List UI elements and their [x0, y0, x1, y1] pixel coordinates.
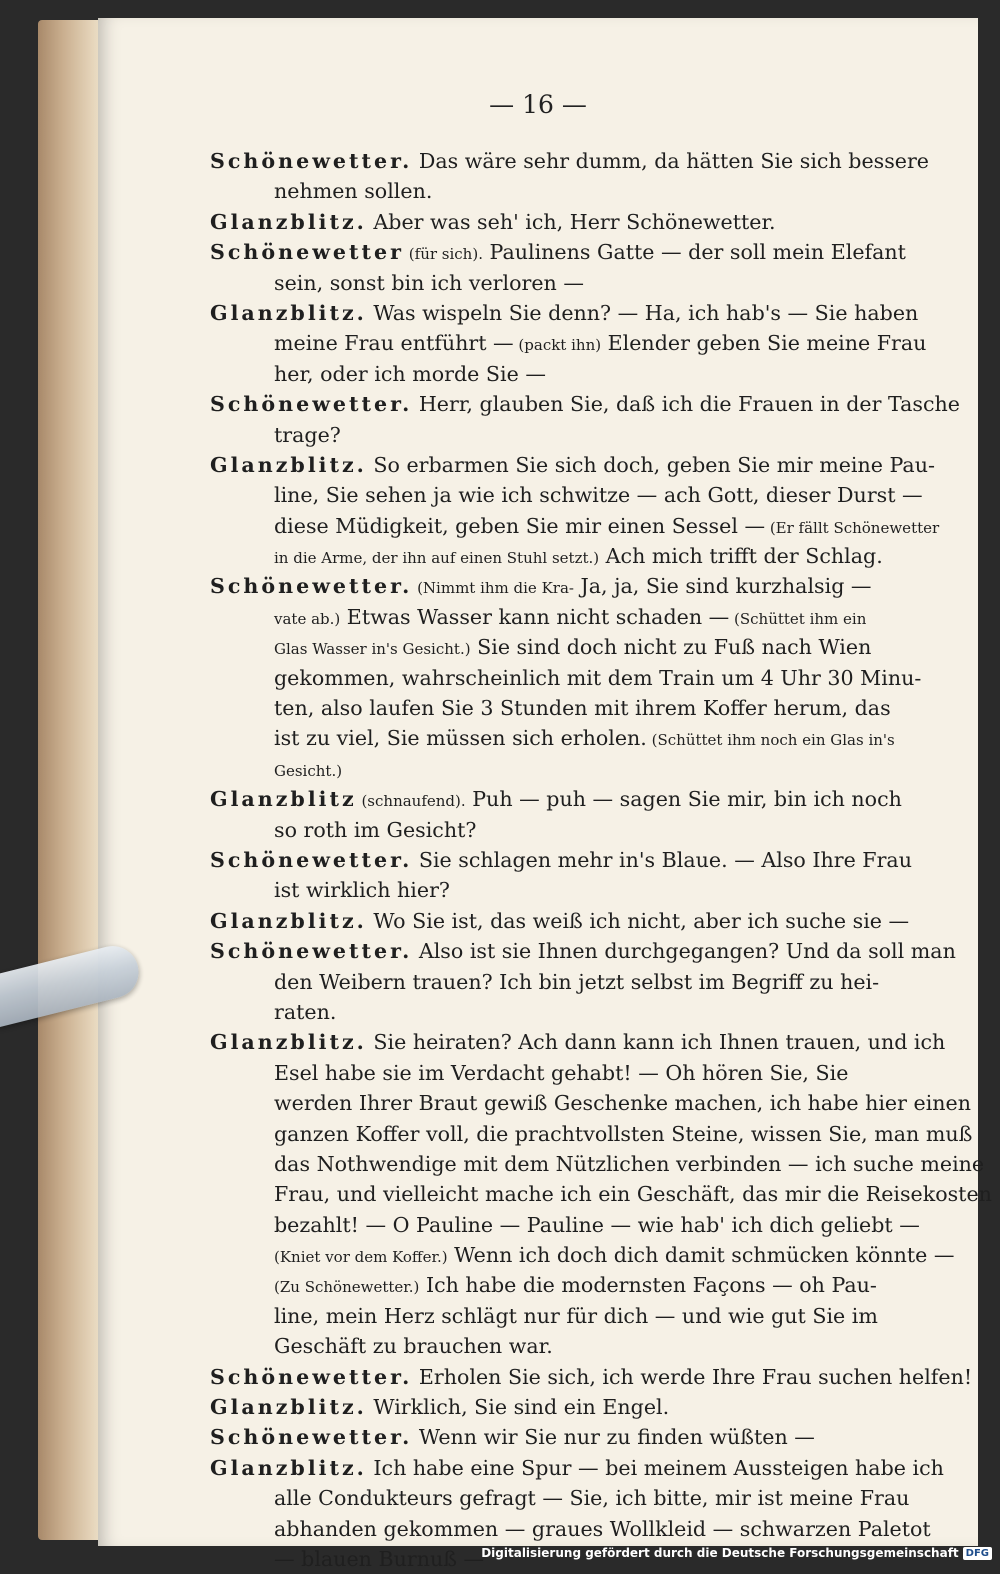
stage-direction: (Zu Schönewetter.) [274, 1278, 420, 1297]
dialogue-text: Ich habe die modernsten Façons — oh Pau- [419, 1273, 877, 1298]
speaker-name: Schönewetter. [210, 1425, 413, 1450]
stage-direction: (Kniet vor dem Koffer.) [274, 1248, 448, 1267]
speaker-name: Glanzblitz. [210, 1030, 367, 1055]
dialogue-text: Also ist sie Ihnen durchgegangen? Und da soll man [412, 939, 956, 964]
stage-direction: (Schüttet ihm noch ein Glas in's [646, 731, 895, 750]
dialogue-text: Wo Sie ist, das weiß ich nicht, aber ich suche sie — [366, 908, 910, 933]
text-line [210, 146, 1000, 176]
dialogue-text: So erbarmen Sie sich doch, geben Sie mir meine Pau- [366, 452, 935, 477]
text-line [210, 571, 1000, 601]
text-line [210, 632, 1000, 662]
dfg-logo-icon: DFG [963, 1547, 992, 1560]
stage-direction: (Nimmt ihm die Kra- [412, 579, 574, 598]
speaker-name: Glanzblitz [210, 787, 357, 812]
speaker-name: Glanzblitz. [210, 908, 367, 933]
text-line [210, 1088, 1000, 1118]
text-line [210, 784, 1000, 814]
text-line [210, 1210, 1000, 1240]
dialogue-text: abhanden gekommen — graues Wollkleid — schwarzen Paletot [274, 1516, 931, 1541]
dialogue-text: Sie schlagen mehr in's Blaue. — Also Ihre Frau [412, 847, 912, 872]
speaker-name: Glanzblitz. [210, 1455, 367, 1480]
text-line [210, 541, 1000, 571]
text-line [210, 359, 1000, 389]
dialogue-text: Frau, und vielleicht mache ich ein Geschäft, das mir die Reisekosten [274, 1182, 992, 1207]
dialogue-text: ist wirklich hier? [274, 878, 450, 903]
text-line [210, 663, 1000, 693]
dialogue-text: Sie sind doch nicht zu Fuß nach Wien [470, 635, 872, 660]
dialogue-text: den Weibern trauen? Ich bin jetzt selbst im Begriff zu hei- [274, 969, 880, 994]
dialogue-text: Aber was seh' ich, Herr Schönewetter. [366, 209, 776, 234]
text-line [210, 298, 1000, 328]
dialogue-text: bezahlt! — O Pauline — Pauline — wie hab' ich dich geliebt — [274, 1212, 920, 1237]
stage-direction: vate ab.) [274, 609, 341, 628]
text-line [210, 511, 1000, 541]
dialogue-text: Etwas Wasser kann nicht schaden — [340, 604, 730, 629]
text-line [210, 1331, 1000, 1361]
speaker-name: Schönewetter. [210, 847, 413, 872]
dialogue-text: raten. [274, 999, 337, 1024]
dialogue-text: Puh — puh — sagen Sie mir, bin ich noch [465, 787, 902, 812]
text-line [210, 1422, 1000, 1452]
text-line [210, 450, 1000, 480]
dialogue-text: Das wäre sehr dumm, da hätten Sie sich bessere [412, 149, 929, 173]
dialogue-text: Herr, glauben Sie, daß ich die Frauen in der Tasche [412, 392, 960, 417]
text-line [210, 1179, 1000, 1209]
text-line [210, 723, 1000, 753]
dialogue-text: Paulinens Gatte — der soll mein Elefant [482, 240, 906, 265]
dialogue-text: ten, also laufen Sie 3 Stunden mit ihrem Koffer herum, das [274, 696, 891, 721]
dialogue-text: Geschäft zu brauchen war. [274, 1334, 553, 1359]
text-line [210, 906, 1000, 936]
speaker-name: Schönewetter. [210, 574, 413, 599]
dialogue-text: Was wispeln Sie denn? — Ha, ich hab's — Sie haben [366, 300, 919, 325]
text-line [210, 997, 1000, 1027]
stage-direction: (Er fällt Schönewetter [765, 518, 940, 537]
text-line [210, 693, 1000, 723]
stage-direction: (schnaufend). [356, 792, 466, 811]
text-line [210, 1514, 1000, 1544]
text-line [210, 967, 1000, 997]
stage-direction: Glas Wasser in's Gesicht.) [274, 640, 471, 659]
text-line [210, 420, 1000, 450]
text-line [210, 237, 1000, 267]
text-line [210, 328, 1000, 358]
speaker-name: Schönewetter. [210, 939, 413, 964]
text-line [210, 1027, 1000, 1057]
dialogue-text: Esel habe sie im Verdacht gehabt! — Oh hören Sie, Sie [274, 1060, 849, 1085]
page-text [210, 146, 1000, 1574]
dialogue-text: gekommen, wahrscheinlich mit dem Train um 4 Uhr 30 Minu- [274, 665, 922, 690]
speaker-name: Glanzblitz. [210, 452, 367, 477]
dialogue-text: Ja, ja, Sie sind kurzhalsig — [573, 574, 872, 599]
speaker-name: Glanzblitz. [210, 300, 367, 325]
speaker-name: Glanzblitz. [210, 209, 367, 234]
dialogue-text: line, Sie sehen ja wie ich schwitze — ach Gott, dieser Durst — [274, 483, 923, 508]
text-line [210, 875, 1000, 905]
dialogue-text: Ich habe eine Spur — bei meinem Aussteigen habe ich [366, 1455, 944, 1480]
text-line [210, 176, 1000, 206]
text-line [210, 1149, 1000, 1179]
text-line [210, 1362, 1000, 1392]
dialogue-text: sein, sonst bin ich verloren — [274, 270, 584, 295]
dialogue-text: diese Müdigkeit, geben Sie mir einen Sessel — [274, 513, 766, 538]
page-number: — 16 — [489, 90, 587, 119]
footer-credit: Digitalisierung gefördert durch die Deutsche Forschungsgemeinschaft [481, 1546, 959, 1560]
text-line [210, 268, 1000, 298]
dialogue-text: ist zu viel, Sie müssen sich erholen. [274, 726, 647, 751]
dialogue-text: so roth im Gesicht? [274, 817, 477, 842]
dialogue-text: Wenn ich doch dich damit schmücken könnte — [447, 1243, 955, 1268]
dialogue-text: Ach mich trifft der Schlag. [599, 544, 883, 569]
dialogue-text: her, oder ich morde Sie — [274, 361, 546, 386]
dialogue-text: Elender geben Sie meine Frau [601, 331, 927, 356]
text-line [210, 1453, 1000, 1483]
text-line [210, 1270, 1000, 1300]
text-line [210, 1301, 1000, 1331]
dialogue-text: line, mein Herz schlägt nur für dich — und wie gut Sie im [274, 1303, 878, 1328]
text-line [210, 1058, 1000, 1088]
text-line [210, 754, 1000, 784]
speaker-name: Schönewetter [210, 240, 405, 265]
stage-direction: (Schüttet ihm ein [729, 609, 867, 628]
text-line [210, 207, 1000, 237]
speaker-name: Schönewetter. [210, 392, 413, 417]
text-line [210, 936, 1000, 966]
text-line [210, 1483, 1000, 1513]
dialogue-text: das Nothwendige mit dem Nützlichen verbinden — ich suche meine [274, 1151, 985, 1176]
text-line [210, 389, 1000, 419]
dialogue-text: alle Condukteurs gefragt — Sie, ich bitte, mir ist meine Frau [274, 1486, 910, 1511]
dialogue-text: trage? [274, 422, 341, 447]
stage-direction: in die Arme, der ihn auf einen Stuhl setzt.) [274, 549, 600, 568]
text-line [210, 602, 1000, 632]
text-line [210, 1240, 1000, 1270]
dialogue-text: Sie heiraten? Ach dann kann ich Ihnen trauen, und ich [366, 1030, 946, 1055]
speaker-name: Schönewetter. [210, 1364, 413, 1389]
dialogue-text: Erholen Sie sich, ich werde Ihre Frau suchen helfen! [412, 1364, 973, 1389]
dialogue-text: nehmen sollen. [274, 179, 433, 204]
text-line [210, 1392, 1000, 1422]
dialogue-text: Wenn wir Sie nur zu finden wüßten — [412, 1425, 815, 1450]
dialogue-text: meine Frau entführt — [274, 331, 514, 356]
footer [481, 1546, 992, 1560]
dialogue-text: — blauen Burnuß — [274, 1546, 485, 1571]
text-line [210, 480, 1000, 510]
text-line [210, 845, 1000, 875]
text-line [210, 815, 1000, 845]
speaker-name: Glanzblitz. [210, 1395, 367, 1420]
speaker-name: Schönewetter. [210, 149, 413, 173]
stage-direction: Gesicht.) [274, 761, 343, 780]
text-line [210, 1119, 1000, 1149]
dialogue-text: ganzen Koffer voll, die prachtvollsten Steine, wissen Sie, man muß [274, 1121, 973, 1146]
dialogue-text: Wirklich, Sie sind ein Engel. [366, 1395, 670, 1420]
stage-direction: (packt ihn) [513, 336, 602, 355]
dialogue-text: werden Ihrer Braut gewiß Geschenke machen, ich habe hier einen [274, 1091, 971, 1116]
stage-direction: (für sich). [404, 245, 483, 264]
